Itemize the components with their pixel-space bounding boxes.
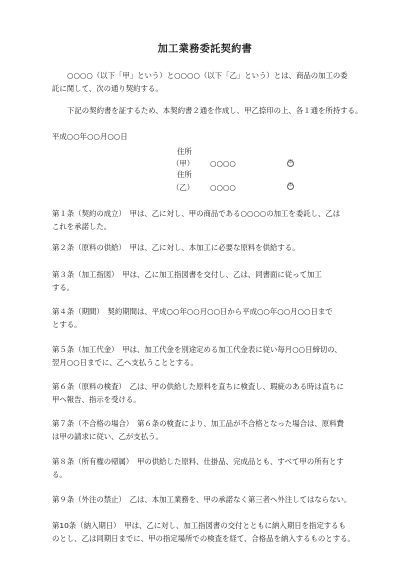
party-ko-label: （甲） [172, 159, 195, 168]
article-4-line-1: 第４条（期間） 契約期間は、平成○○年○○月○○日から平成○○年○○月○○日まで [52, 307, 333, 316]
article-9-line-1: 第９条（外注の禁止） 乙は、本加工業務を、甲の承諾なく第三者へ外注してはならない。 [52, 495, 352, 504]
article-5-line-1: 第５条（加工代金） 甲は、加工代金を別途定める加工代金表に従い毎月○○日締切の、 [52, 345, 342, 354]
article-5-line-2: 翌月○○日までに、乙へ支払うこととする。 [52, 358, 198, 367]
party-ko-name: ○○○○ [210, 159, 236, 168]
article-3-line-1: 第３条（加工指図） 甲は、乙に加工指図書を交付し、乙は、同書面に従って加工 [52, 270, 322, 279]
article-1-line-1: 第１条（契約の成立） 甲は、乙に対し、甲の商品である○○○○の加工を委託し、乙は [52, 209, 341, 218]
party-otsu-address-label: 住所 [177, 170, 192, 179]
party-otsu-name: ○○○○ [210, 183, 236, 192]
article-4-line-2: とする。 [52, 320, 82, 329]
document-title: 加工業務委託契約書 [157, 44, 253, 55]
intro-line-2: 託に関して、次の通り契約する。 [52, 84, 163, 93]
seal-ko-icon [287, 160, 294, 167]
party-ko-address-label: 住所 [177, 147, 192, 156]
seal-ko-char: 印 [288, 160, 293, 166]
party-otsu-label: （乙） [172, 183, 195, 192]
contract-date: 平成○○年○○月○○日 [52, 132, 128, 141]
article-10-line-2: のとし、乙は同期日までに、甲の指定場所での検査を経て、合格品を納入するものとする。 [52, 534, 355, 543]
seal-otsu-char: 印 [288, 183, 293, 189]
article-10-line-1: 第10条（納入期日） 甲は、乙に対し、加工指図書の交付とともに納入期日を指定するも [52, 521, 346, 530]
intro-line-3: 下記の契約書を証するため、本契約書２通を作成し、甲乙捺印の上、各１通を所持する。 [67, 106, 363, 115]
article-8-line-2: る。 [52, 470, 67, 479]
intro-line-1: ○○○○（以下「甲」という）と○○○○（以下「乙」という）とは、商品の加工の委 [67, 71, 348, 80]
article-3-line-2: する。 [52, 283, 75, 292]
article-1-line-2: これを承諾した。 [52, 222, 112, 231]
seal-otsu-icon [287, 183, 294, 190]
article-7-line-1: 第７条（不合格の場合） 第６条の検査により、加工品が不合格となった場合は、原料費 [52, 419, 344, 428]
article-6-line-1: 第６条（原料の検査） 乙は、甲の供給した原料を直ちに検査し、瑕疵のある時は直ちに [52, 382, 344, 391]
article-7-line-2: は甲の請求に従い、乙が支払う。 [52, 432, 163, 441]
article-8-line-1: 第８条（所有権の帰属） 甲の供給した原料、仕掛品、完成品とも、すべて甲の所有とす [52, 457, 344, 466]
article-2-line-1: 第２条（原料の供給） 甲は、乙に対し、本加工に必要な原料を供給する。 [52, 243, 300, 252]
article-6-line-2: 甲へ報告、指示を受ける。 [52, 395, 141, 404]
